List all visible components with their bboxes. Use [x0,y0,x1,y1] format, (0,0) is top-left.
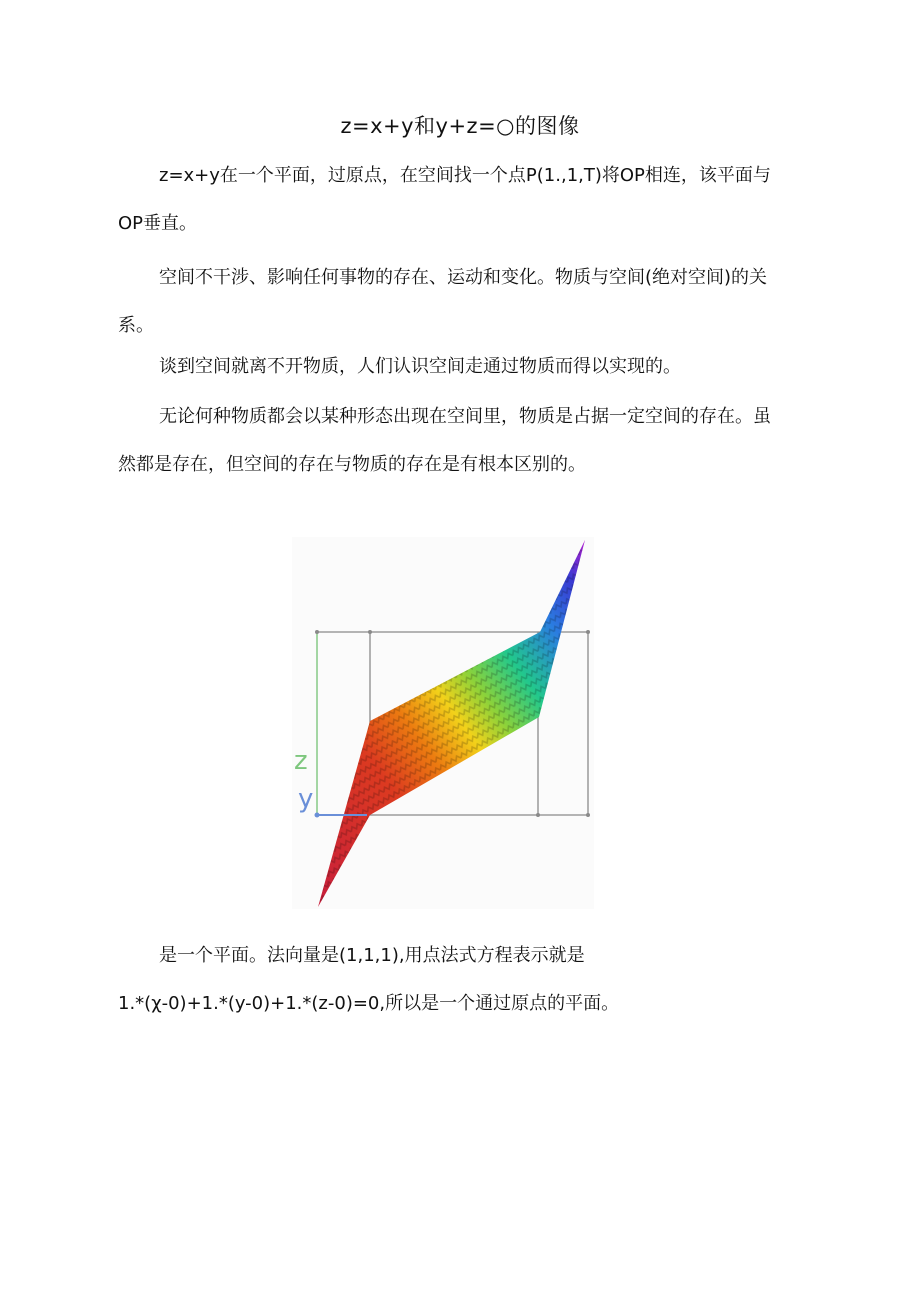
paragraph-3: 谈到空间就离不开物质，人们认识空间走通过物质而得以实现的。 [159,356,681,377]
document-title: z=x+y和y+z=○的图像 [340,114,580,138]
y-axis-label: y [298,784,314,814]
paragraph-6: 1.*(χ-0)+1.*(y-0)+1.*(z-0)=0,所以是一个通过原点的平面。 [118,993,620,1014]
paragraph-2: 空间不干涉、影响任何事物的存在、运动和变化。物质与空间(绝对空间)的关系。 [118,267,768,336]
plane-surface-texture [318,540,585,907]
z-axis-label: z [294,746,308,776]
paragraph-1: z=x+y在一个平面，过原点，在空间找一个点P(1.,1,T)将OP相连，该平面与OP垂直。 [118,165,771,234]
paragraph-5: 是一个平面。法向量是(1,1,1),用点法式方程表示就是 [159,945,585,966]
plane-plot-figure [292,537,594,909]
paragraph-4: 无论何种物质都会以某种形态出现在空间里，物质是占据一定空间的存在。虽然都是存在，但空间的存在与物质的存在是有根本区别的。 [118,406,771,475]
plane-plot-svg [292,537,594,909]
origin-point [315,813,320,818]
